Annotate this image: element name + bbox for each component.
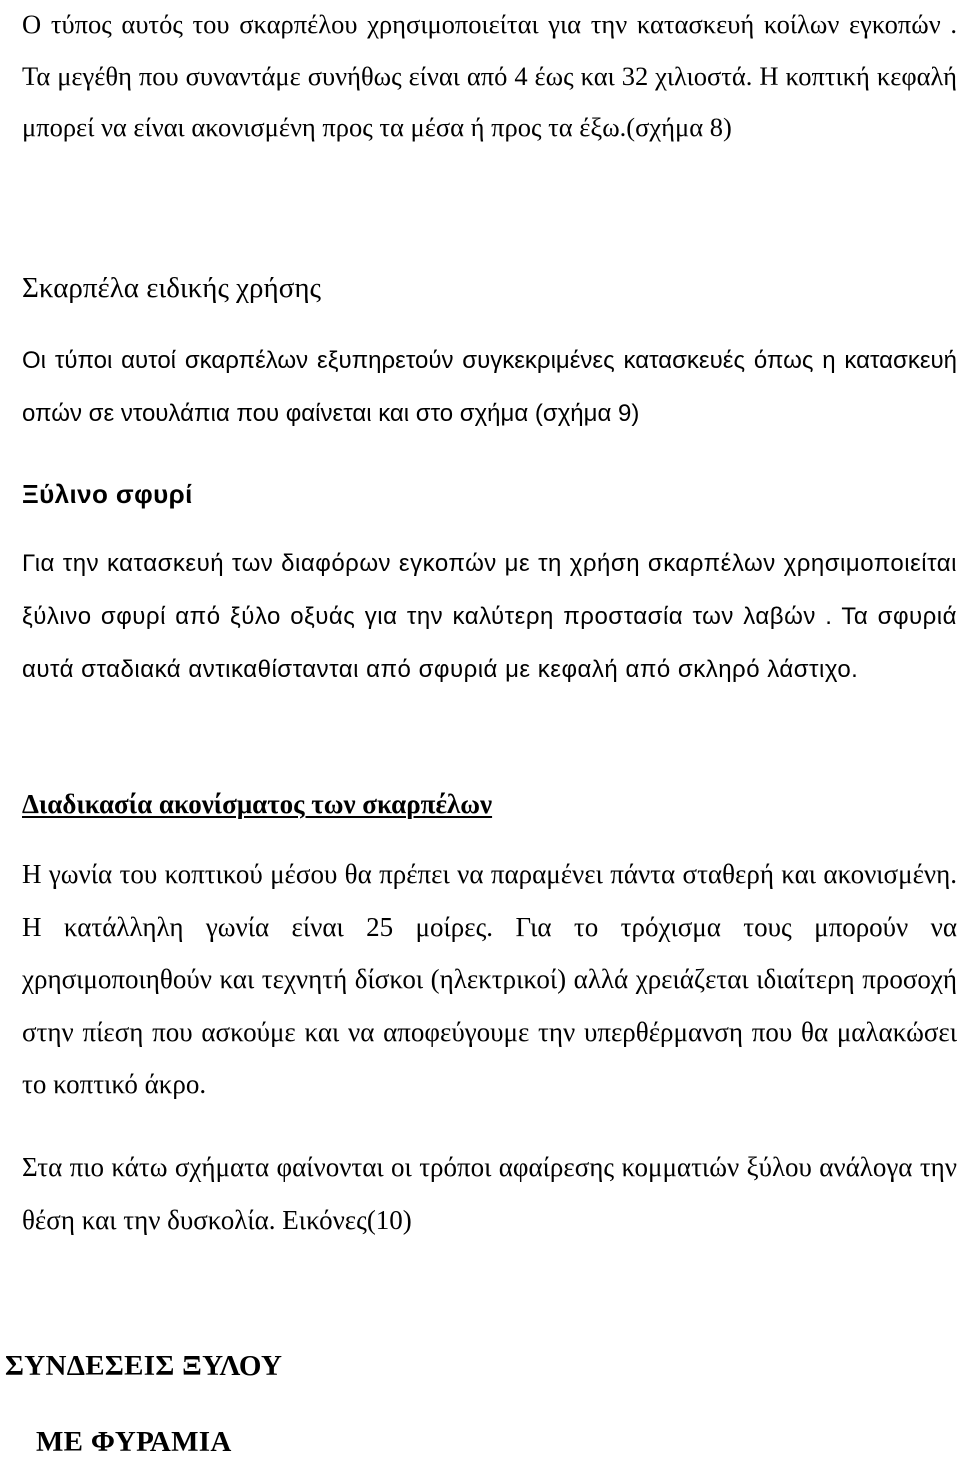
special-chisel-heading: Σκαρπέλα ειδικής χρήσης — [22, 272, 321, 304]
sharpening-paragraph: Η γωνία του κοπτικού μέσου θα πρέπει να παραμένει πάντα σταθερή και ακονισμένη. Η κατάλληλη γωνία είναι 25 μοίρες. Για το τρόχισμα τους μπορούν να χρησιμοποιηθούν και τεχνητή δίσκοι (ηλεκτρικοί) αλλά χρειάζεται ιδιαίτερη προσοχή στην πίεση που ασκούμε και να αποφεύγουμε την υπερθέρμανση που θα μαλακώσει το κοπτικό άκρο. — [22, 859, 957, 1099]
special-chisel-paragraph: Οι τύποι αυτοί σκαρπέλων εξυπηρετούν συγκεκριμένες κατασκευές όπως η κατασκευή οπών σε ντουλάπια που φαίνεται και στο σχήμα (σχήμα 9) — [22, 347, 957, 427]
joints-heading: ΣΥΝΔΕΣΕΙΣ ΞΥΛΟΥ — [5, 1350, 283, 1382]
wooden-hammer-heading: Ξύλινο σφυρί — [22, 479, 193, 509]
figures-paragraph: Στα πιο κάτω σχήματα φαίνονται οι τρόποι αφαίρεσης κομματιών ξύλου ανάλογα την θέση και την δυσκολία. Εικόνες(10) — [22, 1152, 957, 1235]
joints-subheading: ΜΕ ΦΥΡΑΜΙΑ — [36, 1426, 232, 1458]
intro-paragraph: Ο τύπος αυτός του σκαρπέλου χρησιμοποιείται για την κατασκευή κοίλων εγκοπών . Τα μεγέθη που συναντάμε συνήθως είναι από 4 έως και 32 χιλιοστά. Η κοπτική κεφαλή μπορεί να είναι ακονισμένη προς τα μέσα ή προς τα έξω.(σχήμα 8) — [22, 9, 957, 142]
sharpening-heading: Διαδικασία ακονίσματος των σκαρπέλων — [22, 789, 493, 819]
wooden-hammer-paragraph: Για την κατασκευή των διαφόρων εγκοπών με τη χρήση σκαρπέλων χρησιμοποιείται ξύλινο σφυρί από ξύλο οξυάς για την καλύτερη προστασία των λαβών . Τα σφυριά αυτά σταδιακά αντικαθίστανται από σφυριά με κεφαλή από σκληρό λάστιχο. — [22, 550, 957, 683]
